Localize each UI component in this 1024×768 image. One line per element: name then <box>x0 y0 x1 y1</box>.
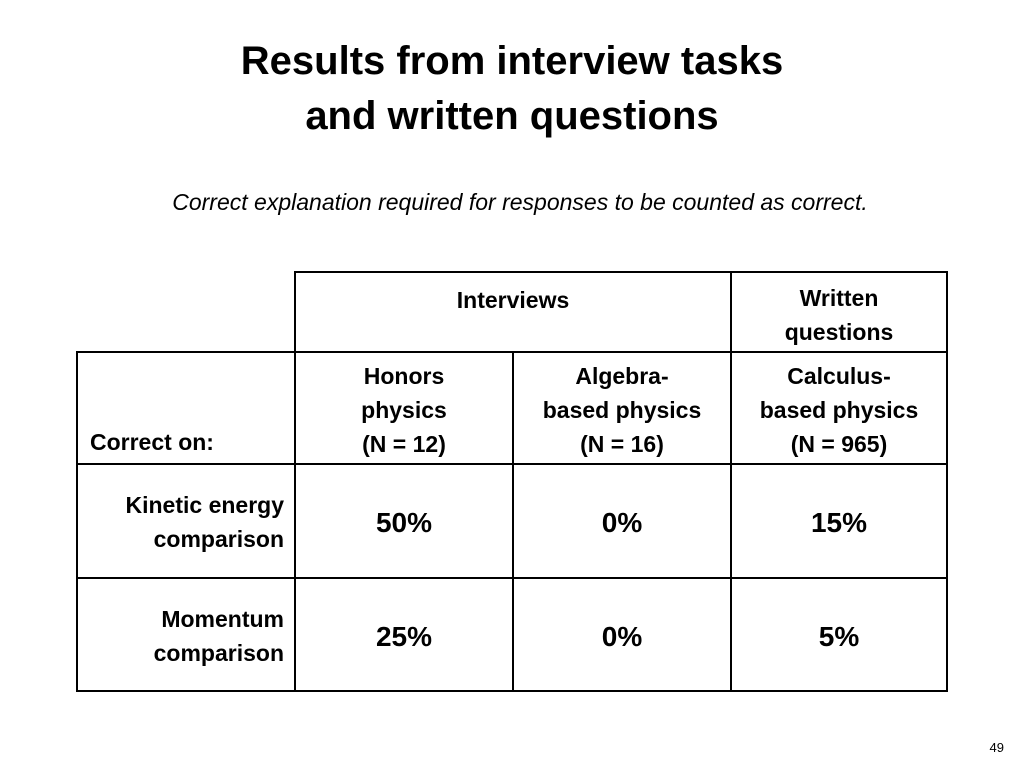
slide-subtitle: Correct explanation required for responses to be counted as correct. <box>172 189 868 215</box>
column-header-honors-line-2: physics <box>361 397 447 423</box>
column-header-algebra <box>512 351 732 465</box>
table-cell-kinetic-algebra <box>512 463 732 579</box>
column-header-honors-line-3: (N = 12) <box>362 431 446 457</box>
table-cell-momentum-calculus <box>730 577 948 692</box>
header-interviews <box>294 271 732 353</box>
value-kinetic-calculus: 15% <box>810 507 868 538</box>
column-header-calculus <box>730 351 948 465</box>
table-cell-momentum-honors <box>294 577 514 692</box>
column-header-calculus-line-1: Calculus- <box>787 363 891 389</box>
slide-title-line-1: Results from interview tasks <box>240 39 784 83</box>
header-written-questions <box>730 271 948 353</box>
value-kinetic-honors: 50% <box>375 507 433 538</box>
row-label-momentum <box>76 577 296 692</box>
column-header-honors-line-1: Honors <box>363 363 445 389</box>
header-written-line-2: questions <box>784 319 894 345</box>
header-written-line-1: Written <box>799 285 879 311</box>
value-momentum-algebra: 0% <box>601 621 643 652</box>
header-correct-on-label: Correct on: <box>90 429 214 455</box>
header-interviews-label: Interviews <box>456 287 570 313</box>
table-cell-kinetic-honors <box>294 463 514 579</box>
header-correct-on <box>76 351 296 465</box>
row-label-kinetic-energy-line-1: Kinetic energy <box>125 492 284 518</box>
table-cell-kinetic-calculus <box>730 463 948 579</box>
value-kinetic-algebra: 0% <box>601 507 643 538</box>
column-header-algebra-line-3: (N = 16) <box>580 431 664 457</box>
slide-title-line-2: and written questions <box>305 94 719 138</box>
column-header-algebra-line-2: based physics <box>542 397 702 423</box>
page-number: 49 <box>989 740 1004 755</box>
column-header-algebra-line-1: Algebra- <box>575 363 669 389</box>
column-header-calculus-line-2: based physics <box>759 397 919 423</box>
column-header-calculus-line-3: (N = 965) <box>790 431 888 457</box>
row-label-kinetic-energy <box>76 463 296 579</box>
value-momentum-honors: 25% <box>375 621 433 652</box>
row-label-momentum-line-1: Momentum <box>161 606 284 632</box>
row-label-momentum-line-2: comparison <box>153 640 284 666</box>
table-cell-momentum-algebra <box>512 577 732 692</box>
row-label-kinetic-energy-line-2: comparison <box>153 526 284 552</box>
column-header-honors <box>294 351 514 465</box>
value-momentum-calculus: 5% <box>818 621 860 652</box>
